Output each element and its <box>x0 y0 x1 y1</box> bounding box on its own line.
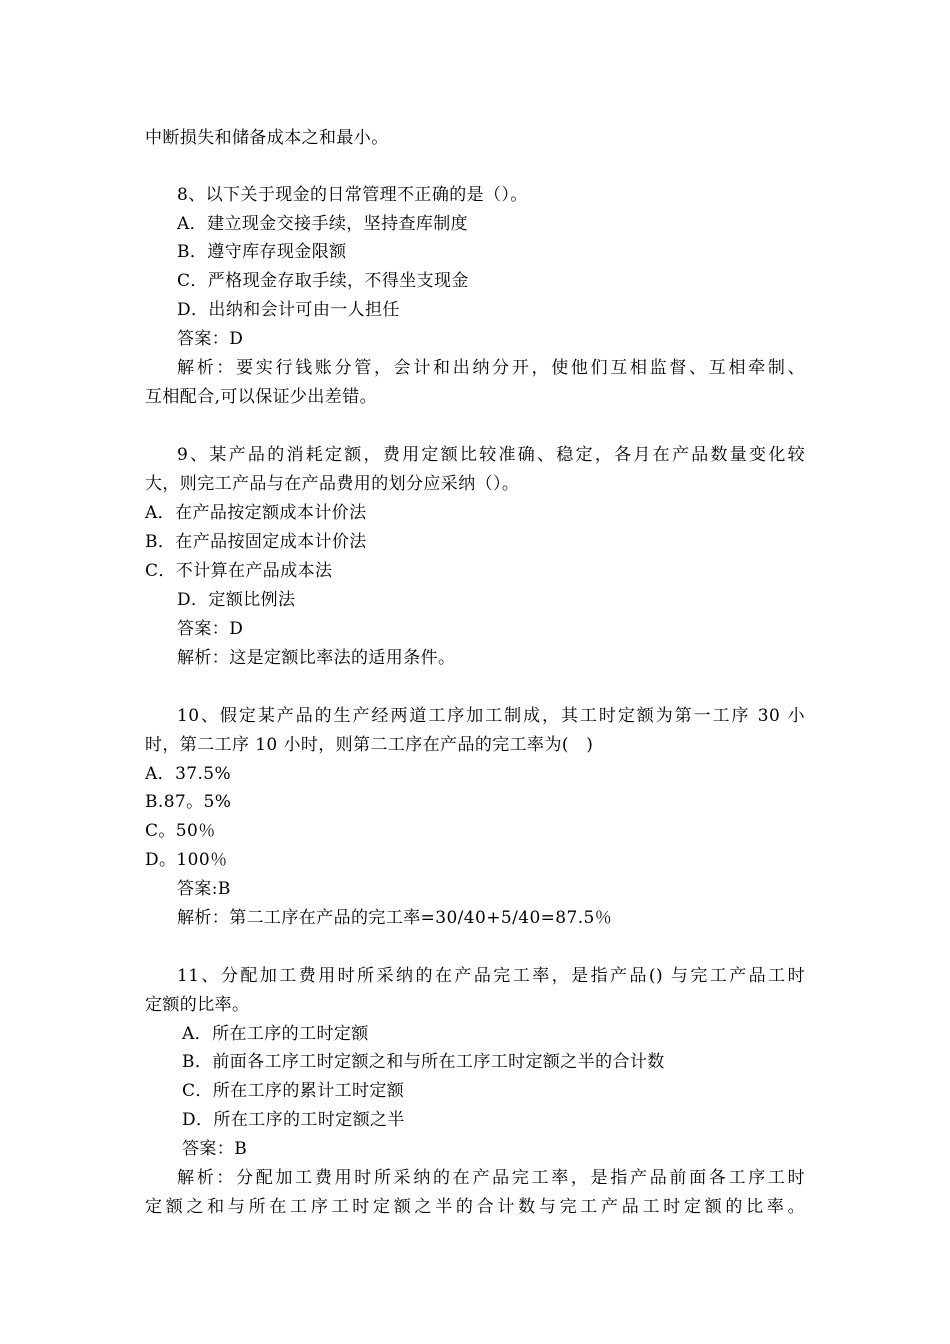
option-d: D。100％ <box>145 850 228 870</box>
option-b: B.87。5% <box>145 792 232 812</box>
option-d: D．所在工序的工时定额之半 <box>182 1110 405 1130</box>
option-a: A．所在工序的工时定额 <box>182 1024 369 1044</box>
question-stem: 11、分配加工费用时所采纳的在产品完工率，是指产品() 与完工产品工时 <box>177 966 805 986</box>
option-d: D．出纳和会计可由一人担任 <box>177 300 400 320</box>
analysis-line: 定额之和与所在工序工时定额之半的合计数与完工产品工时定额的比率。 <box>145 1197 805 1217</box>
option-b: B．遵守库存现金限额 <box>177 242 347 262</box>
option-a: A．在产品按定额成本计价法 <box>145 503 367 523</box>
option-b: B．在产品按固定成本计价法 <box>145 532 367 552</box>
question-stem: 9、某产品的消耗定额，费用定额比较准确、稳定，各月在产品数量变化较 <box>177 445 805 465</box>
analysis-line: 解析：第二工序在产品的完工率=30/40+5/40=87.5％ <box>177 908 613 928</box>
analysis-line: 解析：这是定额比率法的适用条件。 <box>177 648 456 668</box>
question-stem: 10、假定某产品的生产经两道工序加工制成，其工时定额为第一工序 30 小 <box>177 706 805 726</box>
question-stem: 大，则完工产品与在产品费用的划分应采纳（）。 <box>145 474 520 494</box>
answer: 答案：B <box>182 1139 248 1159</box>
analysis-line: 互相配合,可以保证少出差错。 <box>145 387 378 407</box>
analysis-line: 解析：要实行钱账分管，会计和出纳分开，使他们互相监督、互相牵制、 <box>177 358 805 378</box>
question-stem: 时，第二工序 10 小时，则第二工序在产品的完工率为( ) <box>145 735 594 755</box>
answer: 答案：D <box>177 619 244 639</box>
option-a: A．37.5% <box>145 764 232 784</box>
option-c: C．严格现金存取手续，不得坐支现金 <box>177 271 469 291</box>
option-d: D．定额比例法 <box>177 590 296 610</box>
question-stem: 8、以下关于现金的日常管理不正确的是（）。 <box>177 185 528 205</box>
option-c: C．不计算在产品成本法 <box>145 561 333 581</box>
analysis-line: 解析：分配加工费用时所采纳的在产品完工率，是指产品前面各工序工时 <box>177 1168 805 1188</box>
option-a: A．建立现金交接手续，坚持查库制度 <box>177 214 469 234</box>
answer: 答案:B <box>177 879 231 899</box>
answer: 答案：D <box>177 329 244 349</box>
continuation-text: 中断损失和储备成本之和最小。 <box>145 128 389 148</box>
question-stem: 定额的比率。 <box>145 995 250 1015</box>
option-b: B．前面各工序工时定额之和与所在工序工时定额之半的合计数 <box>182 1052 665 1072</box>
option-c: C。50％ <box>145 821 216 841</box>
option-c: C．所在工序的累计工时定额 <box>182 1081 405 1101</box>
